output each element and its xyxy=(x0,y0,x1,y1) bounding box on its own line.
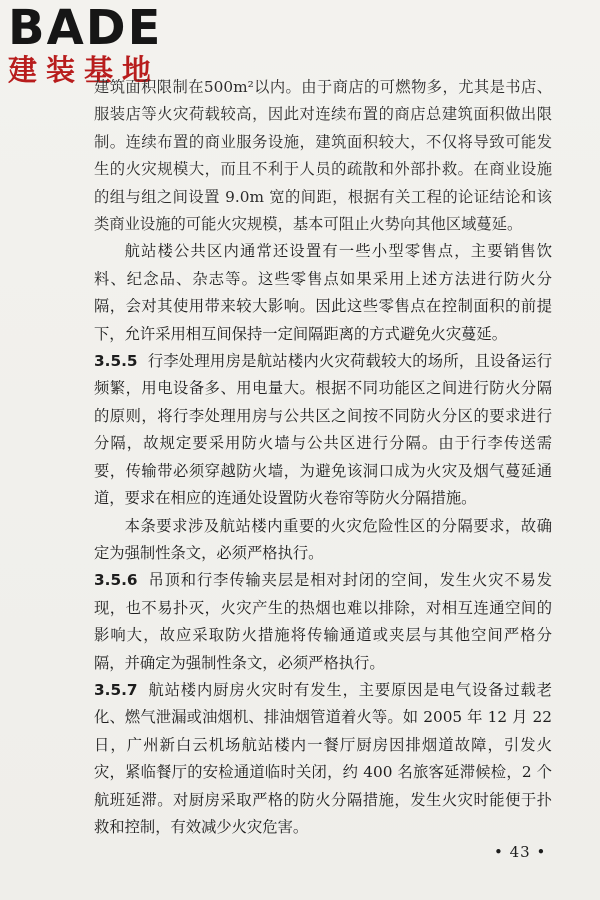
paragraph-retail: 航站楼公共区内通常还设置有一些小型零售点，主要销售饮料、纪念品、杂志等。这些零售点如果采用上述方法进行防火分隔，会对其使用带来较大影响。因此这些零售点在控制面积的前提下，允许采用相互间保持一定间隔距离的方式避免火灾蔓延。 xyxy=(94,242,552,343)
section-text: 吊顶和行李传输夹层是相对封闭的空间，发生火灾不易发现，也不易扑灭，火灾产生的热烟也难以排除，对相互连通空间的影响大，故应采取防火措施将传输通道或夹层与其他空间严格分隔，并确定为强制性条文，必须严格执行。 xyxy=(94,571,552,672)
logo-subtitle: 建装基地 xyxy=(8,53,161,87)
page-number: • 43 • xyxy=(494,843,547,861)
section-text: 航站楼内厨房火灾时有发生，主要原因是电气设备过载老化、燃气泄漏或油烟机、排油烟管道着火等。如 2005 年 12 月 22 日，广州新白云机场航站楼内一餐厅厨房因排烟道故障，引发火灾，紧临餐厅的安检通道临时关闭，约 400 名旅客延滞候检，2 个航班延滞。对厨房采取严格的防火分隔措施，发生火灾时能便于扑救和控制，有效减少火灾危害。 xyxy=(94,680,552,836)
section-number: 3.5.7 xyxy=(94,680,138,699)
section-number: 3.5.5 xyxy=(94,352,138,371)
body-text xyxy=(94,74,552,841)
section-3-5-6 xyxy=(94,567,552,677)
section-number: 3.5.6 xyxy=(94,571,138,590)
paragraph-continuation: 建筑面积限制在500m²以内。由于商店的可燃物多，尤其是书店、服装店等火灾荷载较高，因此对连续布置的商店总建筑面积做出限制。连续布置的商业服务设施，建筑面积较大，不仅将导致可能发生的火灾规模大，而且不利于人员的疏散和外部扑救。在商业设施的组与组之间设置 9.0m 宽的间距，根据有关工程的论证结论和该类商业设施的可能火灾规模，基本可阻止火势向其他区域蔓延。 xyxy=(94,78,552,234)
logo-brand: BADE xyxy=(8,0,163,56)
section-3-5-7 xyxy=(94,677,552,841)
paragraph-mandatory: 本条要求涉及航站楼内重要的火灾危险性区的分隔要求，故确定为强制性条文，必须严格执行。 xyxy=(94,516,552,562)
section-text: 行李处理用房是航站楼内火灾荷载较大的场所，且设备运行频繁，用电设备多、用电量大。根据不同功能区之间进行防火分隔的原则，将行李处理用房与公共区之间按不同防火分区的要求进行分隔，故规定要采用防火墙与公共区进行分隔。由于行李传送需要，传输带必须穿越防火墙，为避免该洞口成为火灾及烟气蔓延通道，要求在相应的连通处设置防火卷帘等防火分隔措施。 xyxy=(94,352,552,508)
section-3-5-5 xyxy=(94,348,552,512)
